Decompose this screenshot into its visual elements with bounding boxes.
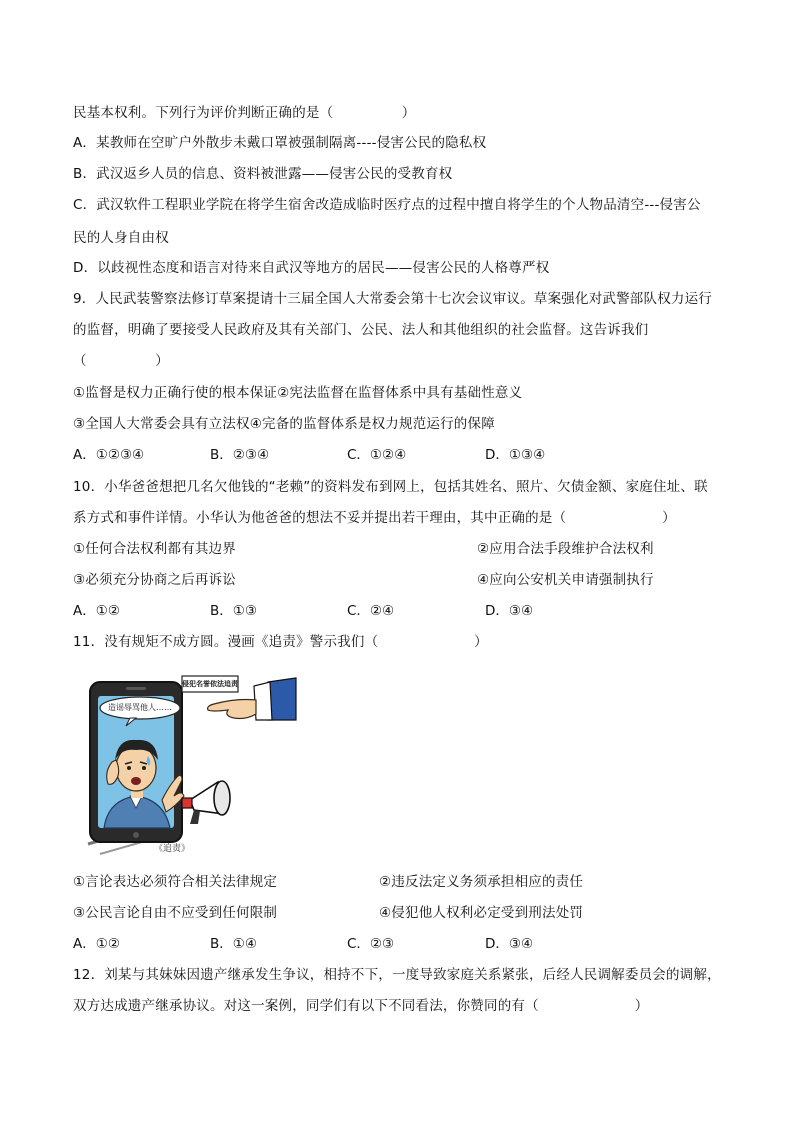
q10-stem-line2: 系方式和事件详情。小华认为他爸爸的想法不妥并提出若干理由，其中正确的是（ ） [73,510,676,526]
q10-choice-a: A．①② [73,603,120,619]
q8-option-c: C．武汉软件工程职业学院在将学生宿舍改造成临时医疗点的过程中擅自将学生的个人物品清空---侵害公 [73,197,701,213]
q9-stem-line2: 的监督，明确了要接受人民政府及其有关部门、公民、法人和其他组织的社会监督。这告诉我们 [73,322,649,338]
q10-statement-2: ②应用合法手段维护合法权利 [477,541,654,557]
q11-statement-3: ③公民言论自由不应受到任何限制 [73,905,278,921]
q9-choice-a: A．①②③④ [73,447,145,463]
cartoon-illustration [78,672,298,860]
cartoon-accountability [78,672,298,860]
q8-option-b: B．武汉返乡人员的信息、资料被泄露——侵害公民的受教育权 [73,166,453,182]
q11-statement-4: ④侵犯他人权利必定受到刑法处罚 [379,905,584,921]
q8-option-c-cont: 民的人身自由权 [73,230,169,246]
q12-stem-line2: 双方达成遗产继承协议。对这一案例，同学们有以下不同看法，你赞同的有（ ） [73,998,649,1014]
cartoon-sign-text: 侵犯名誉依法追责 [182,680,238,688]
q9-choice-d: D．①③④ [485,447,546,463]
q10-statement-3: ③必须充分协商之后再诉讼 [73,572,237,588]
q10-stem-line1: 10．小华爸爸想把几名欠他钱的“老赖”的资料发布到网上，包括其姓名、照片、欠债金额、家庭住址、联 [73,479,708,495]
q11-statement-2: ②违反法定义务须承担相应的责任 [379,874,584,890]
q9-answer-blank: （ ） [73,353,169,369]
q8-option-a: A．某教师在空旷户外散步未戴口罩被强制隔离----侵害公民的隐私权 [73,135,487,151]
q10-choice-b: B．①③ [210,603,257,619]
q11-choice-a: A．①② [73,936,120,952]
q11-stem: 11．没有规矩不成方圆。漫画《追责》警示我们（ ） [73,634,488,650]
q10-statement-4: ④应向公安机关申请强制执行 [477,572,654,588]
q8-stem-tail: 民基本权利。下列行为评价判断正确的是（ ） [73,105,416,121]
q9-stem-line1: 9．人民武装警察法修订草案提请十三届全国人大常委会第十七次会议审议。草案强化对武警部队权力运行 [73,291,712,307]
q9-choice-b: B．②③④ [210,447,270,463]
q11-choice-d: D．③④ [485,936,534,952]
q11-choice-b: B．①④ [210,936,257,952]
q10-choice-d: D．③④ [485,603,534,619]
q9-statement-2: ③全国人大常委会具有立法权④完备的监督体系是权力规范运行的保障 [73,416,495,432]
q12-stem-line1: 12．刘某与其妹妹因遗产继承发生争议，相持不下，一度导致家庭关系紧张，后经人民调解委员会的调解， [73,967,721,983]
q8-option-d: D．以歧视性态度和语言对待来自武汉等地方的居民——侵害公民的人格尊严权 [73,260,550,276]
q11-statement-1: ①言论表达必须符合相关法律规定 [73,874,278,890]
q11-choice-c: C．②③ [347,936,395,952]
cartoon-caption: 《追责》 [154,844,191,854]
q9-choice-c: C．①②④ [347,447,407,463]
q10-choice-c: C．②④ [347,603,395,619]
q9-statement-1: ①监督是权力正确行使的根本保证②宪法监督在监督体系中具有基础性意义 [73,385,523,401]
q10-statement-1: ①任何合法权利都有其边界 [73,541,237,557]
cartoon-bubble-text: 造谣辱骂他人…… [108,703,172,712]
